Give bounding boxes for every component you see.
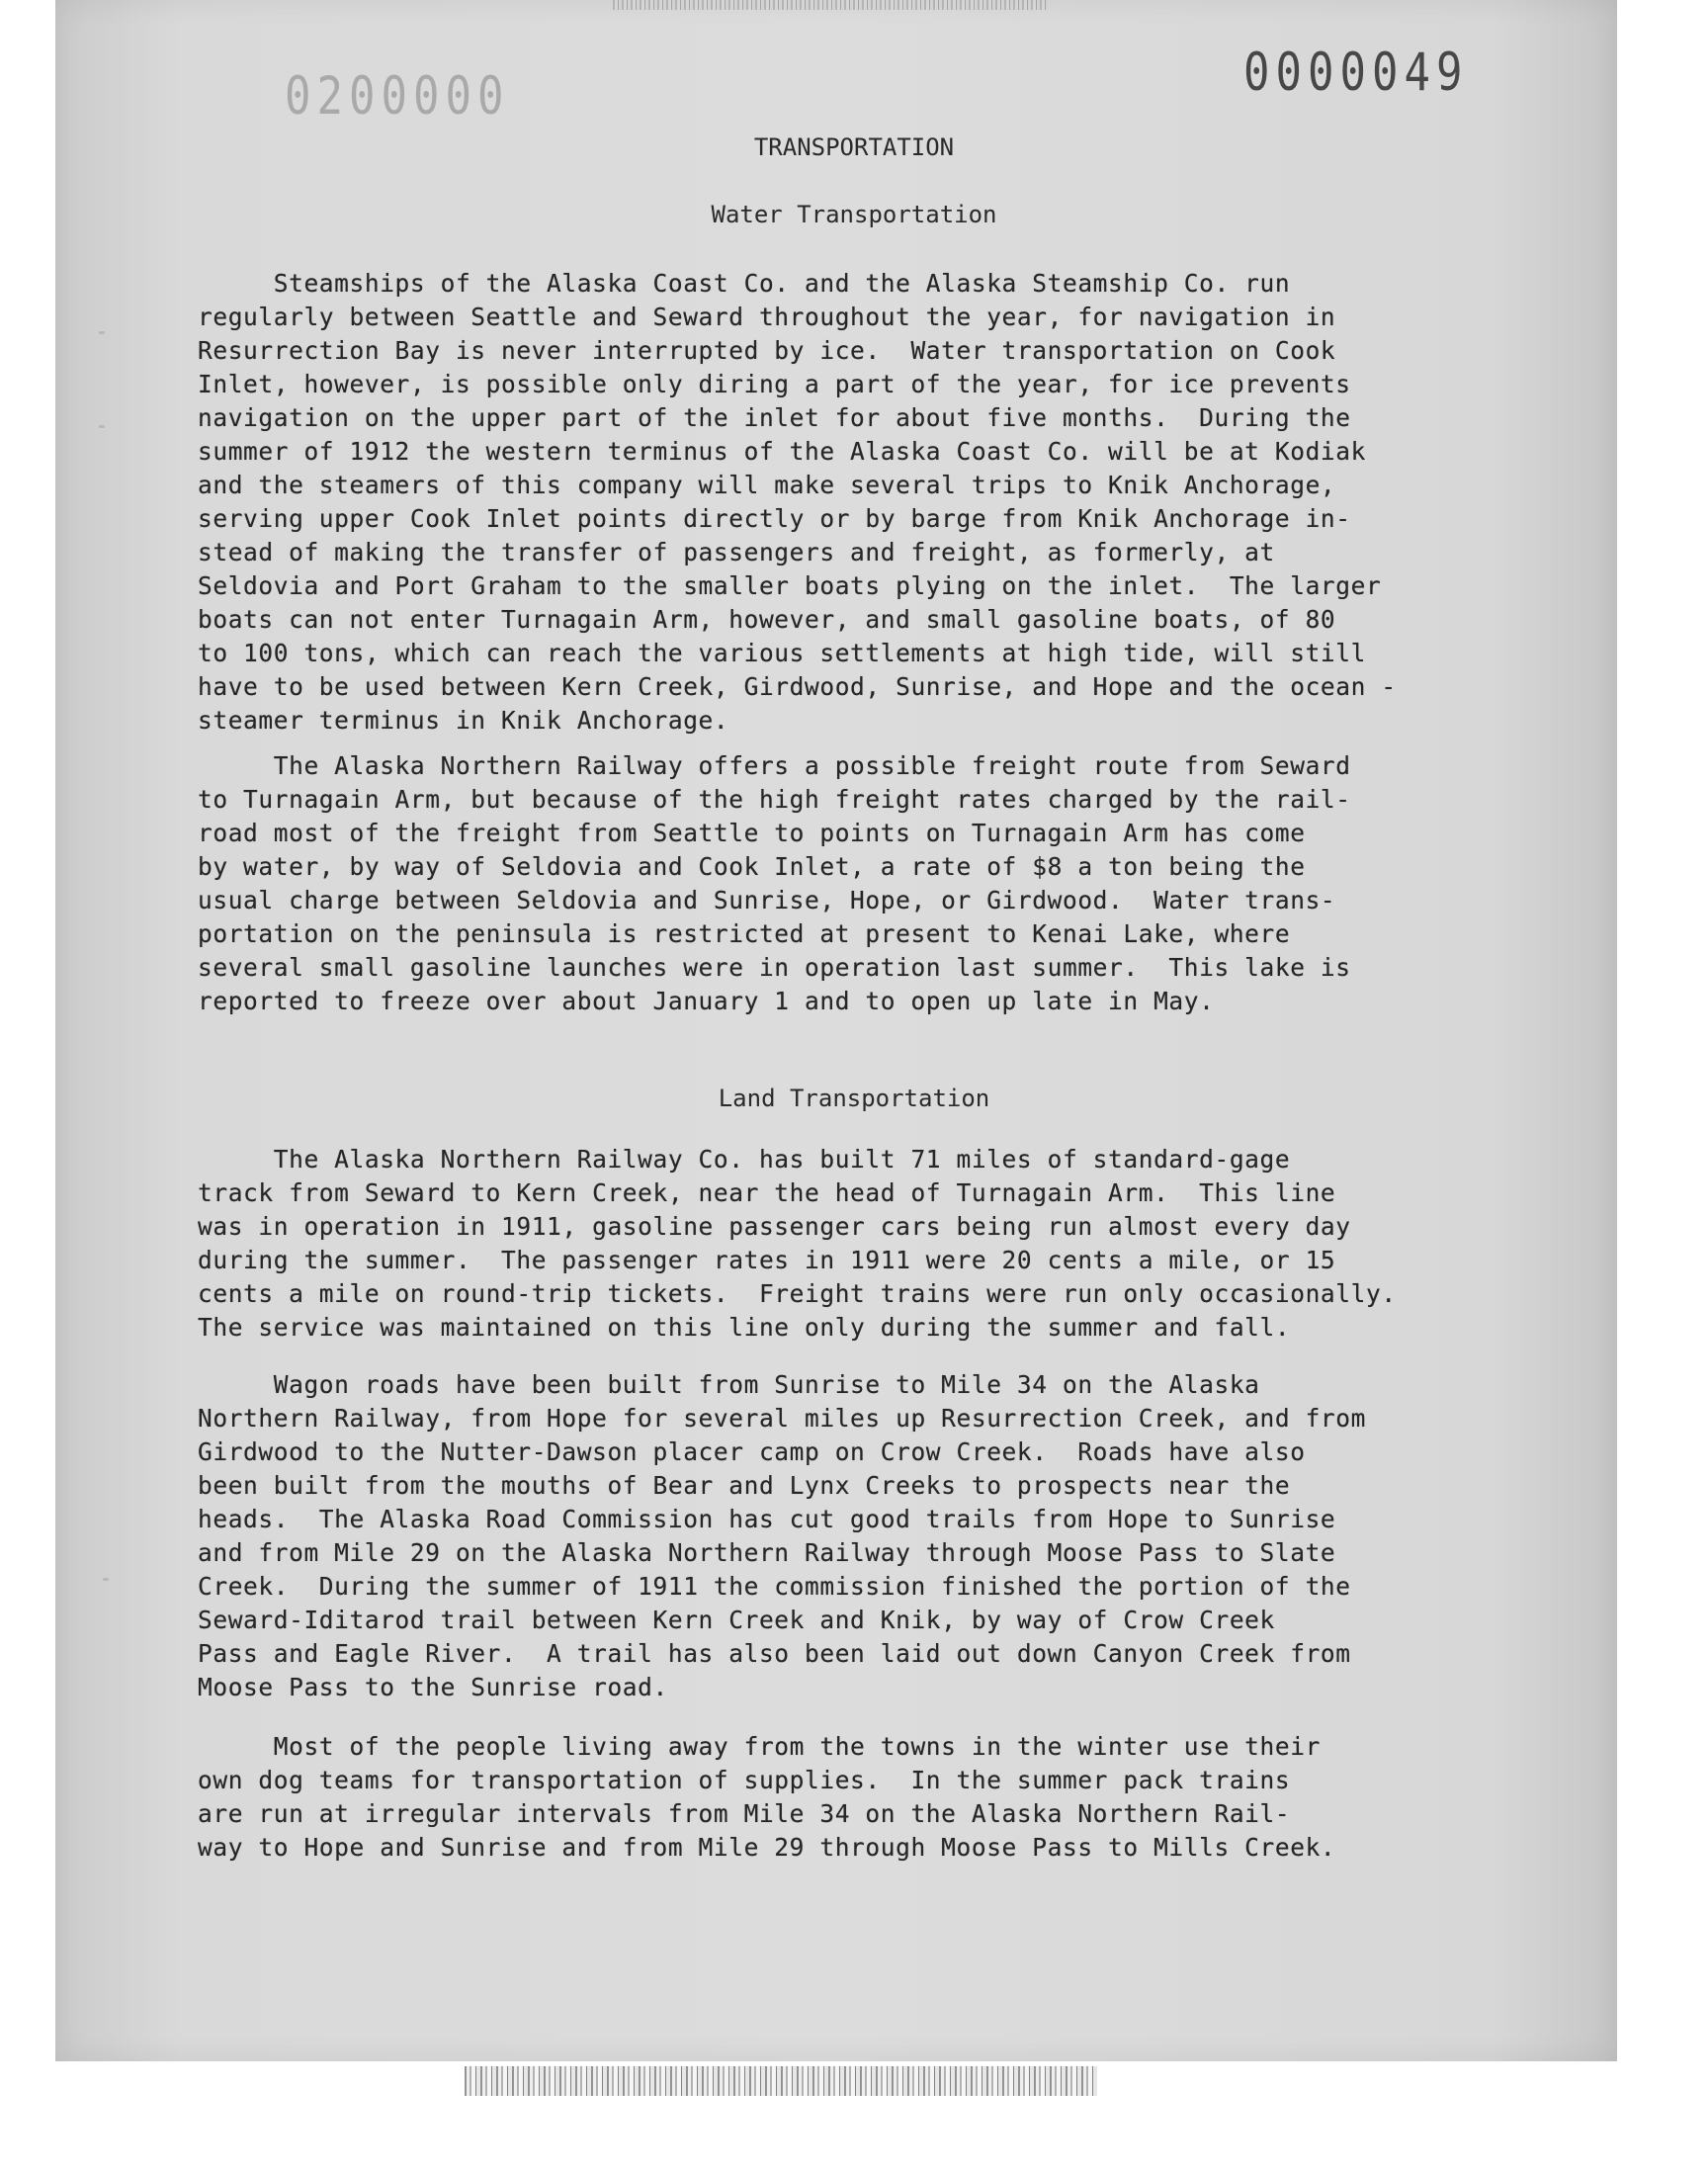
text-line: by water, by way of Seldovia and Cook Inlet, a rate of $8 a ton being the: [198, 852, 1306, 881]
text-line: Seldovia and Port Graham to the smaller boats plying on the inlet. The larger: [198, 571, 1382, 600]
text-line: several small gasoline launches were in operation last summer. This lake is: [198, 953, 1351, 982]
text-line: Wagon roads have been built from Sunrise to Mile 34 on the Alaska: [198, 1370, 1260, 1399]
text-line: heads. The Alaska Road Commission has cut good trails from Hope to Sunrise: [198, 1505, 1336, 1533]
text-line: Moose Pass to the Sunrise road.: [198, 1673, 668, 1701]
text-line: The Alaska Northern Railway Co. has built 71 miles of standard-gage: [198, 1145, 1291, 1174]
scan-artifact-bottom: [465, 2066, 1097, 2096]
water-transportation-heading: Water Transportation: [711, 201, 997, 228]
text-line: Resurrection Bay is never interrupted by ice. Water transportation on Cook: [198, 336, 1336, 365]
text-line: road most of the freight from Seattle to points on Turnagain Arm has come: [198, 819, 1306, 847]
paragraph-dog-teams: [198, 1730, 1522, 1865]
text-line: Northern Railway, from Hope for several miles up Resurrection Creek, and from: [198, 1404, 1366, 1433]
page-number-stamp: 0000049: [1243, 42, 1469, 104]
text-line: summer of 1912 the western terminus of the Alaska Coast Co. will be at Kodiak: [198, 437, 1366, 466]
paragraph-railway-service: [198, 1143, 1522, 1345]
text-line: navigation on the upper part of the inlet for about five months. During the: [198, 403, 1351, 432]
text-line: own dog teams for transportation of supplies. In the summer pack trains: [198, 1766, 1291, 1794]
text-line: Most of the people living away from the towns in the winter use their: [198, 1732, 1321, 1761]
text-line: Inlet, however, is possible only diring a part of the year, for ice prevents: [198, 370, 1351, 398]
paragraph-railway-freight: [198, 749, 1522, 1018]
text-line: Seward-Iditarod trail between Kern Creek and Knik, by way of Crow Creek: [198, 1606, 1275, 1634]
text-line: The Alaska Northern Railway offers a possible freight route from Seward: [198, 751, 1351, 780]
text-line: Creek. During the summer of 1911 the commission finished the portion of the: [198, 1572, 1351, 1601]
margin-speck: [103, 1578, 109, 1581]
text-line: Pass and Eagle River. A trail has also been laid out down Canyon Creek from: [198, 1639, 1351, 1668]
text-line: was in operation in 1911, gasoline passenger cars being run almost every day: [198, 1212, 1351, 1241]
text-line: The service was maintained on this line only during the summer and fall.: [198, 1313, 1291, 1342]
faded-page-number-stamp: 0200000: [285, 65, 510, 128]
text-line: Girdwood to the Nutter-Dawson placer camp on Crow Creek. Roads have also: [198, 1437, 1306, 1466]
margin-speck: [99, 331, 105, 334]
paragraph-steamships: [198, 267, 1522, 738]
text-line: been built from the mouths of Bear and Lynx Creeks to prospects near the: [198, 1471, 1291, 1500]
text-line: to Turnagain Arm, but because of the high freight rates charged by the rail-: [198, 785, 1351, 814]
text-line: reported to freeze over about January 1 and to open up late in May.: [198, 987, 1215, 1015]
paragraph-wagon-roads: [198, 1368, 1522, 1704]
text-line: during the summer. The passenger rates in 1911 were 20 cents a mile, or 15: [198, 1246, 1336, 1274]
margin-speck: [99, 425, 105, 428]
text-line: to 100 tons, which can reach the various settlements at high tide, will still: [198, 639, 1366, 667]
text-line: boats can not enter Turnagain Arm, however, and small gasoline boats, of 80: [198, 605, 1336, 634]
text-line: regularly between Seattle and Seward throughout the year, for navigation in: [198, 303, 1336, 331]
text-line: Steamships of the Alaska Coast Co. and the Alaska Steamship Co. run: [198, 269, 1291, 298]
text-line: usual charge between Seldovia and Sunrise, Hope, or Girdwood. Water trans-: [198, 886, 1336, 914]
text-line: track from Seward to Kern Creek, near the head of Turnagain Arm. This line: [198, 1178, 1336, 1207]
text-line: and the steamers of this company will make several trips to Knik Anchorage,: [198, 471, 1336, 499]
text-line: portation on the peninsula is restricted at present to Kenai Lake, where: [198, 919, 1291, 948]
text-line: way to Hope and Sunrise and from Mile 29 through Moose Pass to Mills Creek.: [198, 1833, 1336, 1862]
scan-artifact-top: [613, 0, 1048, 10]
text-line: stead of making the transfer of passengers and freight, as formerly, at: [198, 538, 1275, 566]
text-line: steamer terminus in Knik Anchorage.: [198, 706, 729, 735]
text-line: serving upper Cook Inlet points directly or by barge from Knik Anchorage in-: [198, 504, 1351, 533]
text-line: cents a mile on round-trip tickets. Freight trains were run only occasionally.: [198, 1279, 1397, 1308]
main-heading: TRANSPORTATION: [753, 133, 955, 161]
text-line: and from Mile 29 on the Alaska Northern Railway through Moose Pass to Slate: [198, 1538, 1336, 1567]
land-transportation-heading: Land Transportation: [718, 1085, 990, 1112]
text-line: are run at irregular intervals from Mile 34 on the Alaska Northern Rail-: [198, 1799, 1291, 1828]
text-line: have to be used between Kern Creek, Girdwood, Sunrise, and Hope and the ocean -: [198, 672, 1397, 701]
